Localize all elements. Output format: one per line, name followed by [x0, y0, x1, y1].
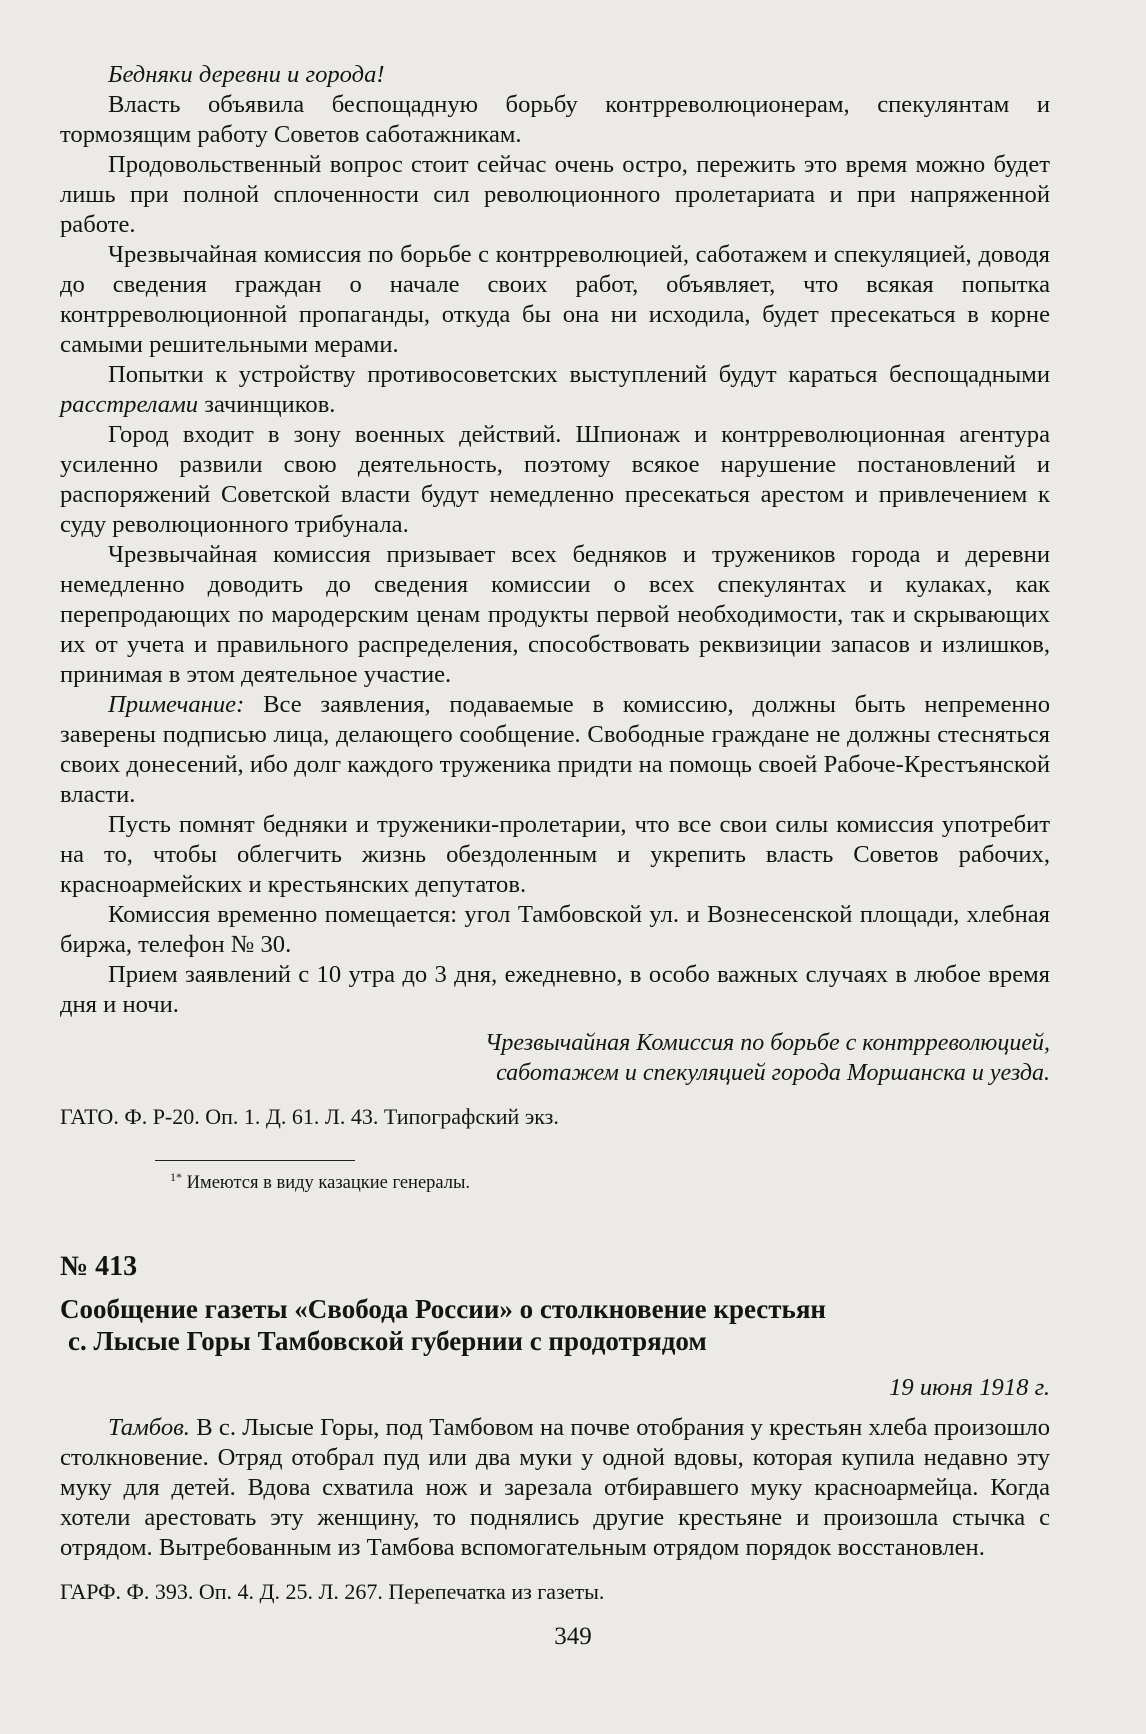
note-label: Примечание:: [108, 691, 245, 718]
signature-line-1: Чрезвычайная Комиссия по борьбе с контрреволюцией,: [484, 1030, 1050, 1056]
archive-source-412: ГАТО. Ф. Р-20. Оп. 1. Д. 61. Л. 43. Типографский экз.: [60, 1104, 559, 1129]
document-title-line-1: Сообщение газеты «Свобода России» о столкновение крестьян: [60, 1294, 826, 1325]
archive-source-413: ГАРФ. Ф. 393. Оп. 4. Д. 25. Л. 267. Перепечатка из газеты.: [60, 1579, 605, 1605]
document-date: 19 июня 1918 г.: [889, 1374, 1050, 1402]
note-paragraph: [60, 690, 1050, 810]
footnote-text: Имеются в виду казацкие генералы.: [182, 1173, 471, 1194]
paragraph-2: Продовольственный вопрос стоит сейчас очень остро, пережить это время можно будет лишь при полной сплоченности сил революционного пролетариата и при напряженной работе.: [60, 151, 1050, 238]
paragraph-4: [60, 360, 1050, 420]
article-lead: Тамбов.: [108, 1414, 190, 1442]
paragraph-4-start: Попытки к устройству противосоветских выступлений будут караться беспощадными: [108, 361, 1050, 388]
document-title-line-2: с. Лысые Горы Тамбовской губернии с продотрядом: [68, 1326, 707, 1357]
document-number: № 413: [60, 1251, 138, 1283]
footnote: [170, 1165, 1050, 1195]
paragraph-9: Прием заявлений с 10 утра до 3 дня, ежедневно, в особо важных случаях в любое время дня и ночи.: [60, 961, 1050, 1018]
paragraph-3: Чрезвычайная комиссия по борьбе с контрреволюцией, саботажем и спекуляцией, доводя до сведения граждан о начале своих работ, объявляет, что всякая попытка контрреволюционной пропаганды, откуда бы она ни исходила, будет пресекаться в корне самыми решительными мерами.: [60, 241, 1050, 358]
article-paragraph: [60, 1413, 1050, 1563]
paragraph-6: Чрезвычайная комиссия призывает всех бедняков и тружеников города и деревни немедленно доводить до сведения комиссии о всех спекулянтах и кулаках, как перепродающих по мародерским ценам продукты первой необходимости, так и скрывающих их от учета и правильного распределения, способствовать реквизиции запасов и излишков, принимая в этом деятельное участие.: [60, 541, 1050, 688]
paragraph-4-emphasis: расстрелами: [60, 391, 199, 418]
page-content: [60, 60, 1050, 1607]
article-text: В с. Лысые Горы, под Тамбовом на почве отобрания у крестьян хлеба произошло столкновение. Отряд отобрал пуд или два муки у одной вдовы, которая купила недавно эту муку для детей. Вдова схватила нож и зарезала отбиравшего муку красноармейца. Когда хотели арестовать эту женщину, то поднялись другие крестьяне и произошла стычка с отрядом. Вытребованным из Тамбова вспомогательным отрядом порядок восстановлен.: [60, 1414, 1050, 1562]
signature: [60, 1028, 1050, 1088]
paragraph-4-end: зачинщиков.: [198, 391, 336, 418]
page-number: 349: [554, 1623, 592, 1650]
footnote-divider: [155, 1160, 355, 1161]
paragraph-1: Власть объявила беспощадную борьбу контрреволюционерам, спекулянтам и тормозящим работу Советов саботажникам.: [60, 91, 1050, 148]
paragraph-8: Комиссия временно помещается: угол Тамбовской ул. и Вознесенской площади, хлебная биржа, телефон № 30.: [60, 901, 1050, 958]
signature-line-2: саботажем и спекуляцией города Моршанска и уезда.: [496, 1060, 1050, 1086]
document-title: [60, 1293, 1050, 1357]
salutation: Бедняки деревни и города!: [108, 61, 385, 88]
footnote-mark: 1*: [170, 1170, 182, 1184]
paragraph-7: Пусть помнят бедняки и труженики-пролетарии, что все свои силы комиссия употребит на то, чтобы облегчить жизнь обездоленным и укрепить власть Советов рабочих, красноармейских и крестьянских депутатов.: [60, 811, 1050, 898]
note-text: Все заявления, подаваемые в комиссию, должны быть непременно заверены подписью лица, делающего сообщение. Свободные граждане не должны стесняться своих донесений, ибо долг каждого труженика придти на помощь своей Рабоче-Крестъянской власти.: [60, 691, 1050, 808]
paragraph-5: Город входит в зону военных действий. Шпионаж и контрреволюционная агентура усиленно развили свою деятельность, поэтому всякое нарушение постановлений и распоряжений Советской власти будут немедленно пресекаться арестом и привлечением к суду революционного трибунала.: [60, 421, 1050, 538]
